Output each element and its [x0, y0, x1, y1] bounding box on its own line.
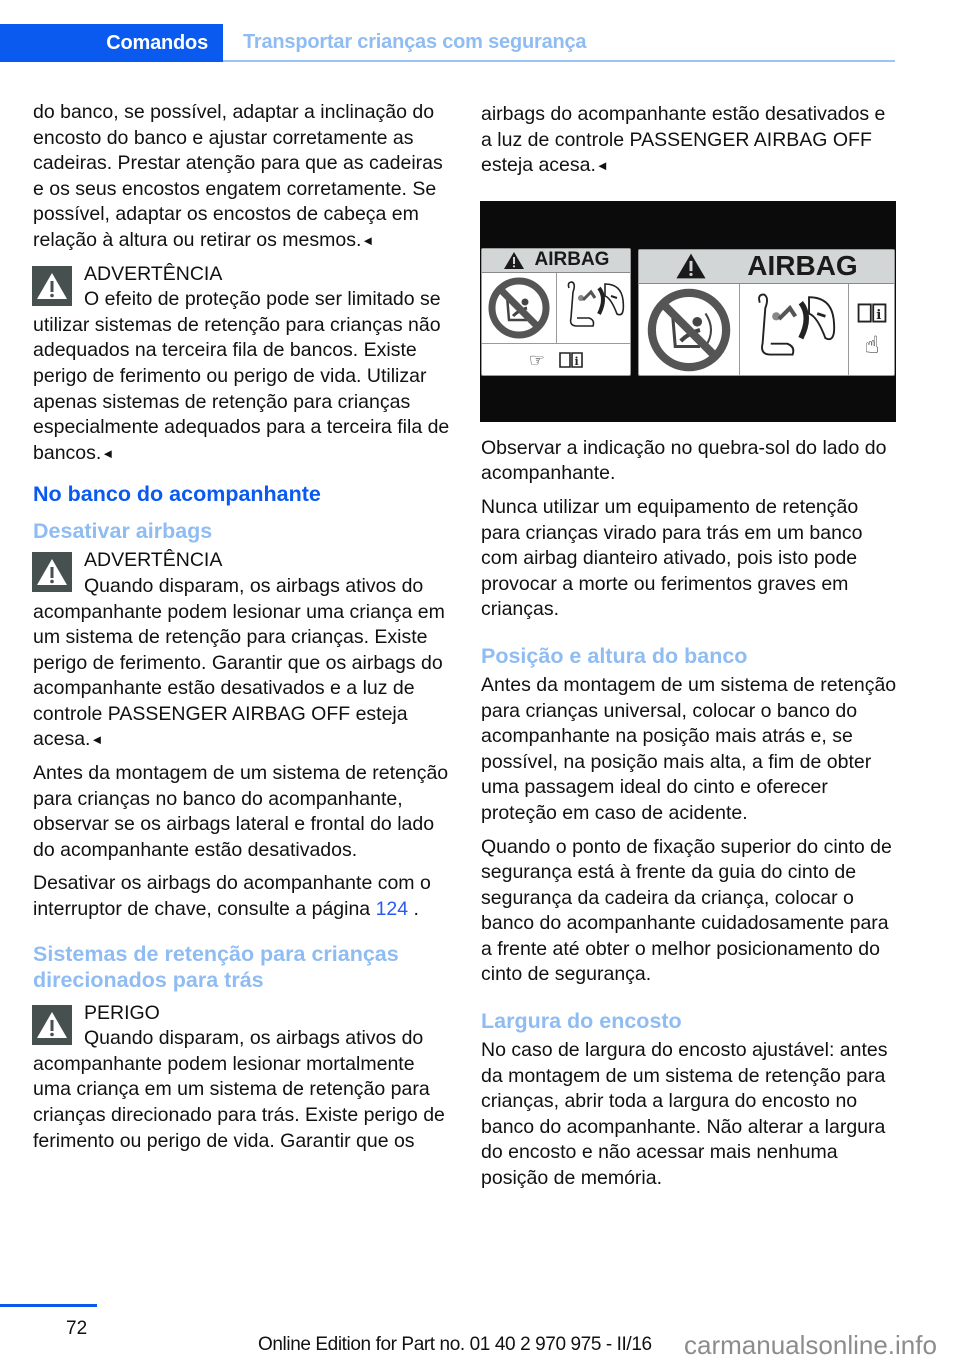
pointing-hand-icon: ☝	[864, 331, 880, 359]
end-mark: ◄	[595, 158, 609, 174]
no-child-seat-icon	[482, 273, 557, 344]
subsection-heading: Sistemas de retenção para crianças direcionados para trás	[33, 941, 399, 992]
paragraph: Desativar os airbags do acompanhante com o interruptor de chave, consulte a página 124 .	[33, 872, 431, 921]
warning-text: O efeito de proteção pode ser limitado se utilizar sistemas de retenção para crianças não adequados na terceira fila de bancos. Existe perigo de ferimento ou perigo de vida. Utilizar apenas sistemas de retenção para crianças especialmente adequados para a terceira fila de bancos.	[33, 288, 450, 464]
airbag-label-header	[639, 250, 894, 284]
warning-triangle-icon	[675, 252, 707, 280]
end-mark: ◄	[101, 445, 115, 461]
right-column	[481, 102, 897, 1200]
warning-triangle-icon	[503, 251, 525, 270]
breadcrumb-label: Transportar crianças com segurança	[243, 30, 587, 53]
subsection-heading: Desativar airbags	[33, 519, 213, 544]
subsection-heading: Posição e altura do banco	[481, 643, 748, 668]
airbag-label-title: AIRBAG	[747, 250, 858, 282]
end-mark: ◄	[90, 732, 104, 748]
page-reference-link[interactable]: 124	[375, 898, 409, 921]
watermark: carmanualsonline.info	[684, 1330, 937, 1360]
seat-airbag-diagram-icon	[557, 273, 631, 344]
edition-text: Online Edition for Part no. 01 40 2 970 975 - II/16	[258, 1334, 652, 1355]
page-number: 72	[66, 1318, 88, 1339]
label-footer-icons	[482, 345, 630, 375]
section-heading: No banco do acompanhante	[33, 482, 321, 507]
continued-paragraph: airbags do acompanhante estão desativados e a luz de controle PASSENGER AIRBAG OFF esteja acesa.◄	[481, 103, 886, 177]
subsection-heading: Largura do encosto	[481, 1009, 682, 1034]
warning-icon	[32, 266, 72, 306]
left-column	[33, 100, 451, 1162]
manual-info-icon	[559, 351, 583, 369]
paragraph: Nunca utilizar um equipamento de retenção para crianças virado para trás em um banco com airbag dianteiro ativado, pois isto pode provocar a morte ou ferimentos graves em crianças.	[481, 495, 863, 621]
header-divider	[223, 60, 895, 62]
section-tab	[0, 24, 223, 62]
paragraph: Quando o ponto de fixação superior do cinto de segurança está à frente da guia do cinto de segurança da cadeira da criança, colocar o banco do acompanhante cuidadosamente para a frente até obter o melhor posicionamento do cinto de segurança.	[481, 835, 892, 986]
section-tab-label: Comandos	[106, 31, 208, 54]
warning-icon	[32, 1005, 72, 1045]
warning-block	[33, 1001, 451, 1155]
intro-paragraph: do banco, se possível, adaptar a inclinação do encosto do banco e ajustar corretamente as cadeiras. Prestar atenção para que as cadeiras e os seus encostos engatem corretamente. Se possível, adaptar os encostos de cabeça em relação à altura ou retirar os mesmos.◄	[33, 101, 443, 251]
end-mark: ◄	[361, 232, 375, 248]
no-child-seat-icon	[639, 284, 740, 376]
paragraph: No caso de largura do encosto ajustável: antes da montagem de um sistema de retenção para crianças, abrir toda a largura do encosto no banco do acompanhante. Não alterar a largura do encosto e não acessar mais nenhuma posição de memória.	[481, 1039, 888, 1190]
warning-icon	[32, 552, 72, 592]
warning-block	[33, 262, 451, 467]
paragraph: Observar a indicação no quebra-sol do lado do acompanhante.	[481, 436, 887, 485]
pointing-hand-icon: ☞	[528, 349, 546, 370]
svg-text:i: i	[574, 354, 579, 368]
warning-label: ADVERTÊNCIA	[84, 549, 223, 572]
breadcrumb	[243, 24, 586, 60]
airbag-warning-image	[480, 201, 896, 422]
airbag-label-small	[481, 248, 631, 376]
airbag-label-title: AIRBAG	[534, 249, 610, 271]
footer-divider	[0, 1304, 97, 1307]
svg-text:i: i	[876, 306, 882, 323]
warning-label: PERIGO	[84, 1001, 160, 1024]
paragraph: Antes da montagem de um sistema de retenção para crianças no banco do acompanhante, observar se os airbags lateral e frontal do lado do acompanhante estão desativados.	[33, 762, 449, 861]
paragraph: Antes da montagem de um sistema de retenção para crianças universal, colocar o banco do acompanhante na posição mais atrás e, se possível, na posição mais alta, a fim de obter uma passagem ideal do cinto e oferecer proteção em caso de acidente.	[481, 673, 897, 824]
manual-info-icon	[857, 302, 887, 324]
warning-text: Quando disparam, os airbags ativos do acompanhante podem lesionar mortalmente uma criança em um sistema de retenção para crianças direcionado para trás. Existe perigo de ferimento ou perigo de vida. Garantir que os	[33, 1027, 445, 1152]
seat-airbag-diagram-icon	[740, 284, 849, 376]
warning-label: ADVERTÊNCIA	[84, 262, 223, 285]
airbag-label-large	[638, 249, 895, 376]
warning-text: Quando disparam, os airbags ativos do acompanhante podem lesionar uma criança em um sistema de retenção para crianças. Existe perigo de ferimento. Garantir que os airbags do acompanhante estão desativados e a luz de controle PASSENGER AIRBAG OFF esteja acesa.	[33, 574, 445, 751]
label-side-icons	[849, 284, 895, 376]
airbag-label-header	[482, 249, 630, 273]
warning-block	[33, 548, 451, 753]
